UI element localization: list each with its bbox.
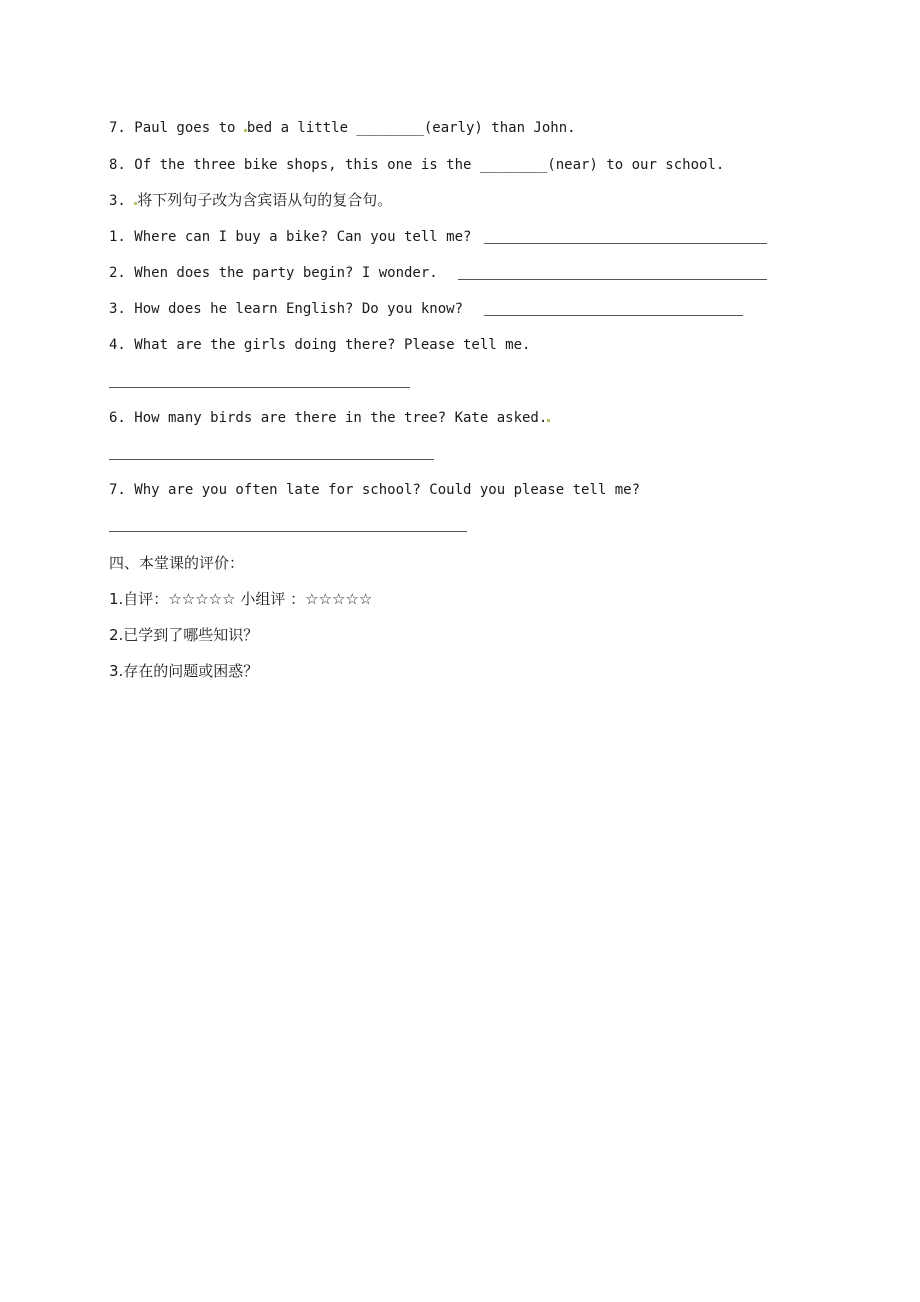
q7-text-before: 7. Paul goes to [109, 120, 244, 136]
section-3-title: 将下列句子改为含宾语从句的复合句。 [137, 191, 393, 209]
answer-line-4[interactable] [109, 387, 410, 388]
self-rating-label: 1.自评： [109, 590, 169, 608]
evaluation-heading: 四、本堂课的评价： [109, 554, 245, 572]
self-rating-stars[interactable]: ☆☆☆☆☆ [168, 590, 236, 608]
exercise-q8-fill: 8. Of the three bike shops, this one is the ________(near) to our school. [109, 157, 725, 173]
answer-line-1[interactable] [484, 243, 767, 244]
exercise-q7-fill [109, 118, 576, 138]
sentence-2: 2. When does the party begin? I wonder. [109, 265, 438, 281]
answer-line-7[interactable] [109, 531, 467, 532]
section-3-number: 3. [109, 193, 135, 209]
answer-line-6[interactable] [109, 459, 434, 460]
q7-text-after: bed a little ________(early) than John. [246, 120, 576, 136]
answer-line-3[interactable] [484, 315, 743, 316]
group-rating-stars[interactable]: ☆☆☆☆☆ [305, 590, 373, 608]
answer-line-2[interactable] [458, 279, 767, 280]
annotation-mark [547, 419, 550, 422]
evaluation-rating [109, 589, 372, 609]
group-rating-label: 小组评 ： [235, 590, 306, 608]
sentence-7: 7. Why are you often late for school? Could you please tell me? [109, 482, 641, 498]
sentence-4: 4. What are the girls doing there? Please tell me. [109, 337, 531, 353]
evaluation-question-3: 3.存在的问题或困惑？ [109, 662, 259, 680]
section-3-heading [109, 190, 392, 211]
sentence-6-text: 6. How many birds are there in the tree? Kate asked. [109, 410, 548, 426]
sentence-3: 3. How does he learn English? Do you know? [109, 301, 464, 317]
sentence-6 [109, 408, 550, 428]
sentence-1: 1. Where can I buy a bike? Can you tell me? [109, 229, 472, 245]
evaluation-question-2: 2.已学到了哪些知识？ [109, 626, 259, 644]
